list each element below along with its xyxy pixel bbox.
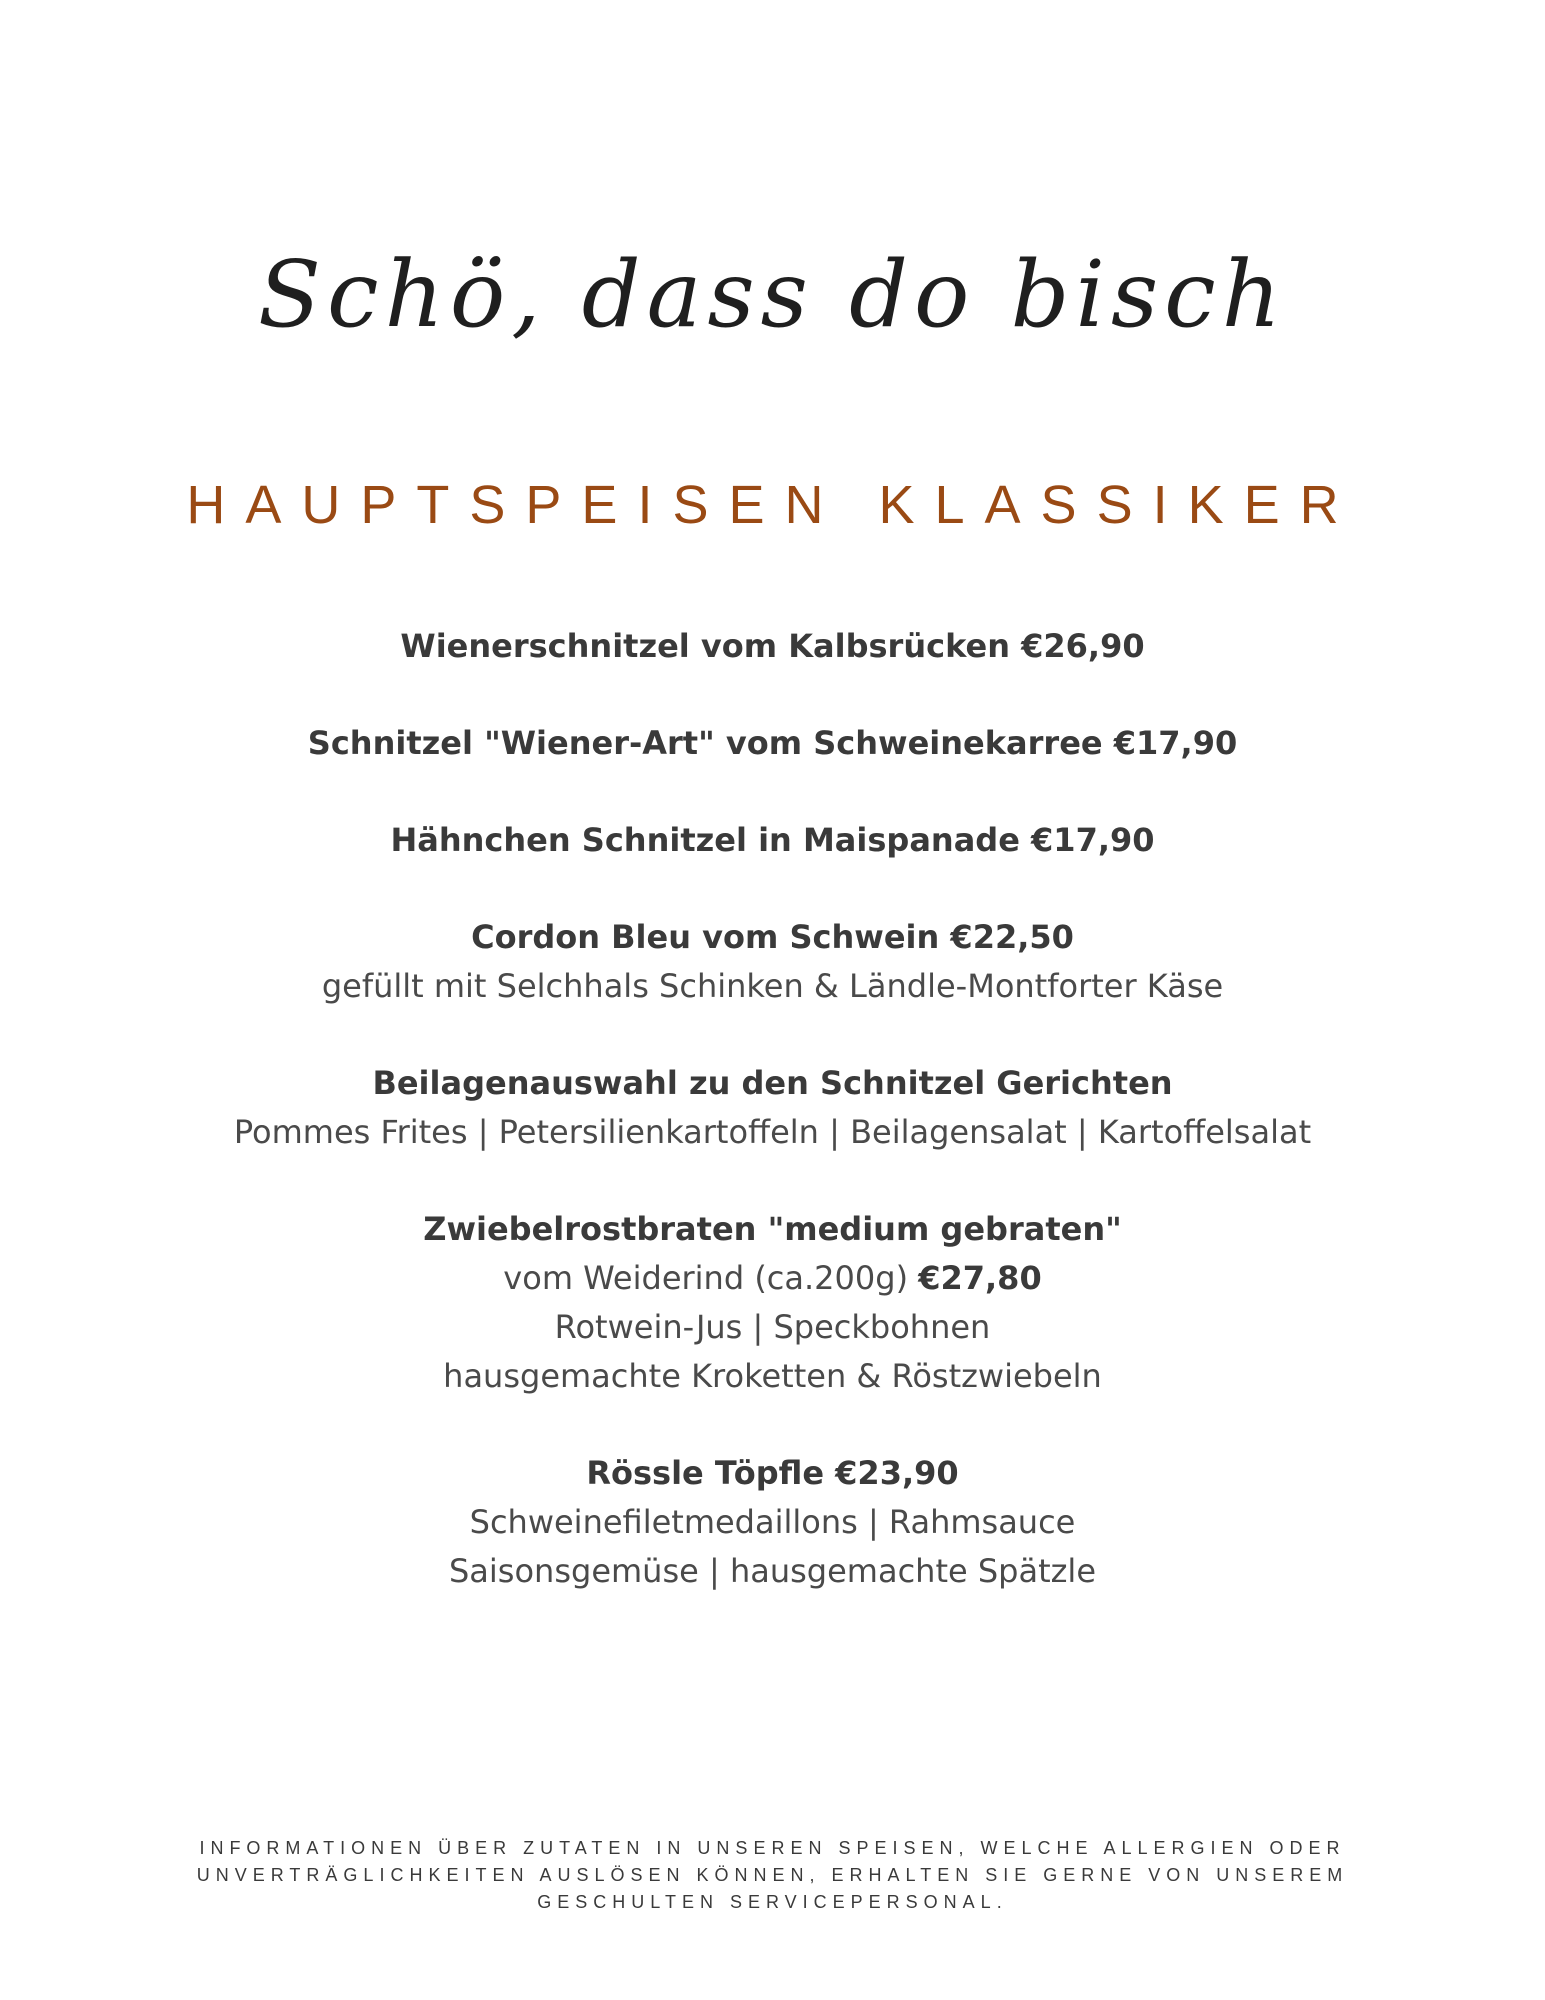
menu-item-description: Saisonsgemüse | hausgemachte Spätzle [448, 1552, 1096, 1590]
menu-item-title: Zwiebelrostbraten "medium gebraten" [423, 1210, 1122, 1248]
menu-item-zwiebelrostbraten [0, 1205, 1545, 1401]
menu-item-description: gefüllt mit Selchhals Schinken & Ländle-Montforter Käse [321, 967, 1224, 1005]
menu-item-title: Cordon Bleu vom Schwein €22,50 [471, 918, 1074, 956]
menu-item-description-text: vom Weiderind (ca.200g) [503, 1259, 909, 1297]
menu-item-description: hausgemachte Kroketten & Röstzwiebeln [443, 1357, 1102, 1395]
allergen-notice-line: UNVERTRÄGLICHKEITEN AUSLÖSEN KÖNNEN, ERHALTEN SIE GERNE VON UNSEREM [196, 1865, 1349, 1885]
menu-list [0, 622, 1545, 1644]
menu-item-title: Hähnchen Schnitzel in Maispanade €17,90 [390, 821, 1155, 859]
menu-item-title: Rössle Töpfle €23,90 [586, 1454, 959, 1492]
menu-item-cordon-bleu [0, 913, 1545, 1011]
menu-item-title: Wienerschnitzel vom Kalbsrücken €26,90 [400, 627, 1145, 665]
menu-item-beilagen [0, 1059, 1545, 1157]
allergen-notice [0, 1835, 1545, 1916]
menu-item-title: Schnitzel "Wiener-Art" vom Schweinekarree €17,90 [307, 724, 1238, 762]
menu-item-title: Beilagenauswahl zu den Schnitzel Gerichten [372, 1064, 1173, 1102]
allergen-notice-line: INFORMATIONEN ÜBER ZUTATEN IN UNSEREN SPEISEN, WELCHE ALLERGIEN ODER [199, 1838, 1346, 1858]
section-title: HAUPTSPEISEN KLASSIKER [186, 475, 1359, 535]
menu-item-description: Pommes Frites | Petersilienkartoffeln | Beilagensalat | Kartoffelsalat [233, 1113, 1312, 1151]
menu-item-schnitzel-wiener-art [0, 719, 1545, 768]
menu-item-description: Schweinefiletmedaillons | Rahmsauce [469, 1503, 1076, 1541]
menu-item-price: €27,80 [918, 1259, 1042, 1297]
menu-item-description: Rotwein-Jus | Speckbohnen [554, 1308, 991, 1346]
menu-item-haehnchen-schnitzel [0, 816, 1545, 865]
menu-item-wienerschnitzel [0, 622, 1545, 671]
menu-item-description-price-line [0, 1254, 1545, 1303]
script-title: Schö, dass do bisch [258, 241, 1287, 348]
menu-item-roessle-toepfle [0, 1449, 1545, 1596]
allergen-notice-line: GESCHULTEN SERVICEPERSONAL. [537, 1892, 1008, 1912]
